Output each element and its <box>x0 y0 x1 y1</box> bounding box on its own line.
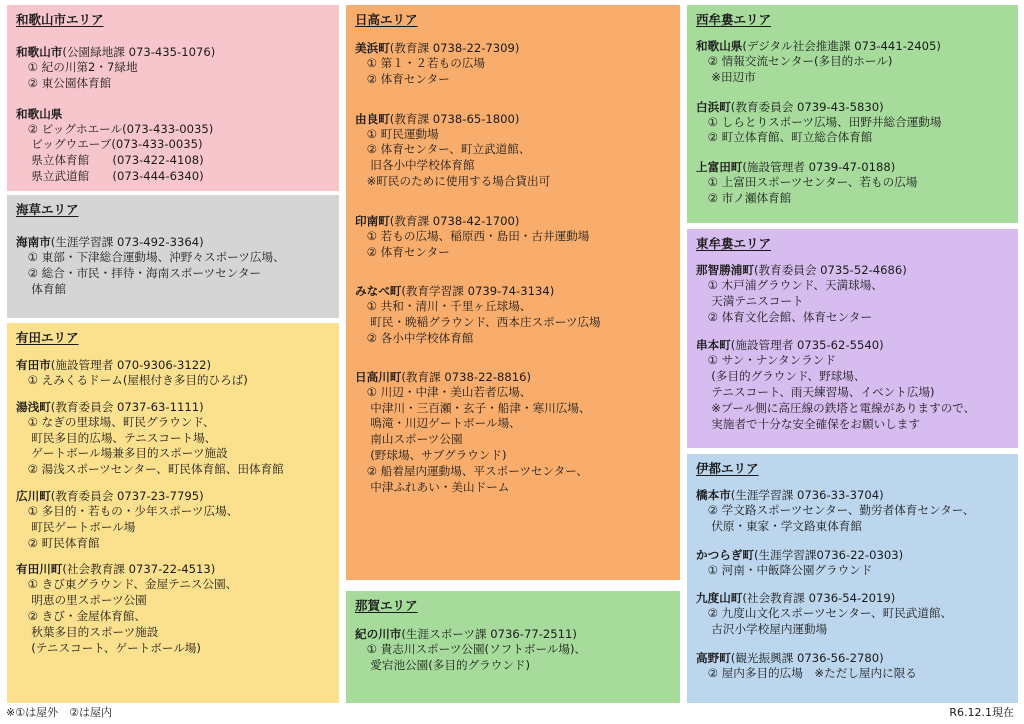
facility-line: 県立体育館 (073-422-4108) <box>16 153 204 168</box>
facility-line: ② 町民体育館 <box>16 535 100 550</box>
facility-line: ② 町立体育館、町立総合体育館 <box>696 130 873 145</box>
municipality-name: 印南町 <box>355 213 390 228</box>
municipality-name: 由良町 <box>355 111 390 126</box>
facility-line: 体育館 <box>16 281 67 296</box>
facility-line: (野球場、サブグラウンド) <box>355 447 507 462</box>
municipality-contact: (教育委員会 0739-43-5830) <box>730 99 884 114</box>
facility-line: ① しらとりスポーツ広場、田野井総合運動場 <box>696 114 942 129</box>
facility-line: ② 東公園体育館 <box>16 75 112 90</box>
municipality-contact: (教育委員会 0737-63-1111) <box>50 399 204 414</box>
facility-line: ② 市ノ瀬体育館 <box>696 190 792 205</box>
municipality-contact: (公園緑地課 073-435-1076) <box>62 45 216 59</box>
area-title: 有田エリア <box>16 330 79 345</box>
facility-line: ② ビッグホエール(073-433-0035) <box>16 121 214 136</box>
facility-line: テニスコート、雨天練習場、イベント広場) <box>696 384 935 399</box>
facility-line: ② 船着屋内運動場、平スポーツセンター、 <box>355 463 588 478</box>
municipality-name: 和歌山県 <box>696 39 743 53</box>
municipality-name: 日高川町 <box>355 369 402 384</box>
municipality-block <box>696 262 1009 325</box>
municipality-block <box>696 38 1009 86</box>
facility-line: ① 東部・下津総合運動場、沖野々スポーツ広場、 <box>16 250 285 264</box>
facility-line: ① 紀の川第2・7緑地 <box>16 60 138 74</box>
municipality-contact: (生涯学習課 0736-33-3704) <box>730 488 884 502</box>
municipality-contact: (生涯学習課 073-492-3364) <box>50 235 204 249</box>
facility-line: ① サン・ナンタンランド <box>696 353 836 368</box>
municipality-contact: (教育課 0738-42-1700) <box>389 213 520 228</box>
facility-line: ① 第１・２若もの広場 <box>355 56 486 70</box>
municipality-contact: (施設管理者 070-9306-3122) <box>50 358 212 372</box>
municipality-name: 九度山町 <box>696 591 743 606</box>
facility-line: ② 体育センター <box>355 71 450 86</box>
municipality-block <box>696 590 1009 638</box>
municipality-block <box>355 40 671 88</box>
facility-line: ① なぎの里球場、町民グラウンド、 <box>16 414 215 429</box>
facility-line: ② 体育センター、町立武道館、 <box>355 142 531 157</box>
area-higashimuro <box>687 229 1018 448</box>
facility-line: ① きび東グラウンド、金屋テニス公園、 <box>16 577 238 592</box>
facility-line: 町民ゲートボール場 <box>16 519 136 534</box>
municipality-name: 上富田町 <box>696 160 743 175</box>
municipality-contact: (教育課 0738-65-1800) <box>389 111 520 126</box>
facility-line: ※田辺市 <box>696 69 756 84</box>
facility-line: 愛宕池公園(多目的グラウンド) <box>355 657 531 672</box>
facility-line: ビッグウエーブ(073-433-0035) <box>16 137 203 152</box>
municipality-contact: (生涯学習課0736-22-0303) <box>753 547 904 562</box>
municipality-block <box>16 561 330 656</box>
municipality-name: 和歌山市 <box>16 45 63 59</box>
facility-line: 町民・晩稲グラウンド、西本庄スポーツ広場 <box>355 315 601 330</box>
municipality-name: 有田川町 <box>16 562 63 577</box>
area-ito <box>687 454 1018 703</box>
facility-line: 秋葉多目的スポーツ施設 <box>16 624 159 639</box>
area-kaiso <box>7 195 339 318</box>
area-arida <box>7 323 339 703</box>
facility-line: 南山スポーツ公園 <box>355 432 463 447</box>
facility-line: ① 河南・中飯降公園グラウンド <box>696 562 873 577</box>
facility-line: 天満テニスコート <box>696 293 804 308</box>
area-nishimuro <box>687 5 1018 223</box>
facility-line: 伏原・東家・学文路東体育館 <box>696 518 862 533</box>
facility-line: ② 湯浅スポーツセンター、町民体育館、田体育館 <box>16 462 284 477</box>
facility-line: ① 上富田スポーツセンター、若もの広場 <box>696 175 918 190</box>
area-title: 西牟婁エリア <box>696 12 772 27</box>
facility-line: 町民多目的広場、テニスコート場、 <box>16 430 217 445</box>
facility-line: 旧各小中学校体育館 <box>355 158 475 173</box>
municipality-block <box>355 111 671 190</box>
area-wakayama-city <box>7 5 339 191</box>
municipality-name: 串本町 <box>696 338 731 353</box>
facility-line: ① 共和・清川・千里ヶ丘球場、 <box>355 299 532 314</box>
area-title: 那賀エリア <box>355 598 418 613</box>
facility-line: ゲートボール場兼多目的スポーツ施設 <box>16 446 228 461</box>
facility-line: ① 木戸浦グラウンド、天満球場、 <box>696 278 883 292</box>
municipality-contact: (生涯スポーツ課 0736-77-2511) <box>401 627 577 641</box>
municipality-name: 紀の川市 <box>355 627 402 641</box>
area-title: 伊都エリア <box>696 461 759 476</box>
municipality-block <box>696 337 1009 432</box>
facility-line: 県立武道館 (073-444-6340) <box>16 168 204 183</box>
facility-line: 中津川・三百瀬・玄子・船津・寒川広場、 <box>355 400 591 415</box>
facility-line: ② 学文路スポーツセンター、勤労者体育センター、 <box>696 503 975 517</box>
area-title: 東牟婁エリア <box>696 236 772 251</box>
facility-line: ② 情報交流センター(多目的ホール) <box>696 54 893 68</box>
facility-line: 鳴滝・川辺ゲートボール場、 <box>355 416 521 431</box>
municipality-block <box>16 234 330 297</box>
municipality-block <box>16 44 330 92</box>
area-naga <box>346 591 680 703</box>
facility-line: ② 総合・市民・拝待・海南スポーツセンター <box>16 265 262 280</box>
facility-line: ② 屋内多目的広場 ※ただし屋内に限る <box>696 665 917 680</box>
municipality-name: 那智勝浦町 <box>696 263 754 277</box>
area-title: 海草エリア <box>16 202 79 217</box>
municipality-block <box>16 488 330 551</box>
facility-line: 明恵の里スポーツ公園 <box>16 593 147 608</box>
municipality-name: 湯浅町 <box>16 399 51 414</box>
facility-line: ※プール側に高圧線の鉄塔と電線がありますので、 <box>696 400 976 415</box>
facility-line: ① 町民運動場 <box>355 126 439 141</box>
facility-line: ① 貴志川スポーツ公園(ソフトボール場)、 <box>355 642 587 656</box>
municipality-block <box>696 159 1009 207</box>
municipality-block <box>355 213 671 261</box>
facility-line: ② きび・金屋体育館、 <box>16 608 147 623</box>
municipality-contact: (教育委員会 0735-52-4686) <box>753 263 907 277</box>
facility-line: ② 体育センター <box>355 244 450 259</box>
municipality-contact: (社会教育課 0736-54-2019) <box>742 591 896 606</box>
facility-line: ① 川辺・中津・美山若者広場、 <box>355 384 532 399</box>
municipality-block <box>355 283 671 346</box>
municipality-name: 広川町 <box>16 488 51 503</box>
facility-line: ① 多目的・若もの・少年スポーツ広場、 <box>16 503 239 518</box>
municipality-contact: (教育委員会 0737-23-7795) <box>50 488 204 503</box>
municipality-name: 有田市 <box>16 358 51 372</box>
municipality-block <box>16 357 330 389</box>
facility-line: 実施者で十分な安全確保をお願いします <box>696 416 920 431</box>
legend-note: ※①は屋外 ②は屋内 <box>6 706 112 719</box>
facility-line: (テニスコート、ゲートボール場) <box>16 640 201 655</box>
municipality-contact: (施設管理者 0739-47-0188) <box>742 160 896 175</box>
municipality-name: 白浜町 <box>696 99 731 114</box>
municipality-block <box>355 369 671 496</box>
municipality-block <box>16 399 330 478</box>
municipality-block <box>355 626 671 674</box>
municipality-name: みなべ町 <box>355 284 402 299</box>
municipality-name: 和歌山県 <box>16 106 63 121</box>
municipality-contact: (教育学習課 0739-74-3134) <box>401 284 555 299</box>
municipality-block <box>696 99 1009 147</box>
facility-line: ① えみくるドーム(屋根付き多目的ひろば) <box>16 373 248 387</box>
area-hidaka <box>346 5 680 580</box>
municipality-name: かつらぎ町 <box>696 547 754 562</box>
facility-line: 中津ふれあい・美山ドーム <box>355 479 510 494</box>
facility-line: ② 九度山文化スポーツセンター、町民武道館、 <box>696 606 953 621</box>
facility-line: ※町民のために使用する場合貸出可 <box>355 173 551 188</box>
facility-line: ② 各小中学校体育館 <box>355 330 474 345</box>
area-title: 日高エリア <box>355 12 418 27</box>
municipality-block <box>696 487 1009 535</box>
municipality-contact: (教育課 0738-22-8816) <box>401 369 532 384</box>
facility-line: ① 若もの広場、稲原西・島田・古井運動場 <box>355 228 590 243</box>
municipality-name: 高野町 <box>696 650 731 665</box>
municipality-block <box>696 547 1009 579</box>
municipality-contact: (教育課 0738-22-7309) <box>389 41 520 55</box>
facility-line: 古沢小学校屋内運動場 <box>696 622 828 637</box>
as-of-date: R6.12.1現在 <box>949 706 1014 719</box>
facility-line: (多目的グラウンド、野球場、 <box>696 369 866 384</box>
municipality-contact: (施設管理者 0735-62-5540) <box>730 338 884 353</box>
facility-line: ② 体育文化会館、体育センター <box>696 309 872 324</box>
municipality-contact: (社会教育課 0737-22-4513) <box>62 562 216 577</box>
area-title: 和歌山市エリア <box>16 12 104 27</box>
municipality-contact: (観光振興課 0736-56-2780) <box>730 650 884 665</box>
municipality-block <box>16 106 330 185</box>
municipality-name: 橋本市 <box>696 488 731 502</box>
municipality-name: 海南市 <box>16 235 51 249</box>
municipality-block <box>696 650 1009 682</box>
municipality-name: 美浜町 <box>355 41 390 55</box>
municipality-contact: (デジタル社会推進課 073-441-2405) <box>742 39 941 53</box>
